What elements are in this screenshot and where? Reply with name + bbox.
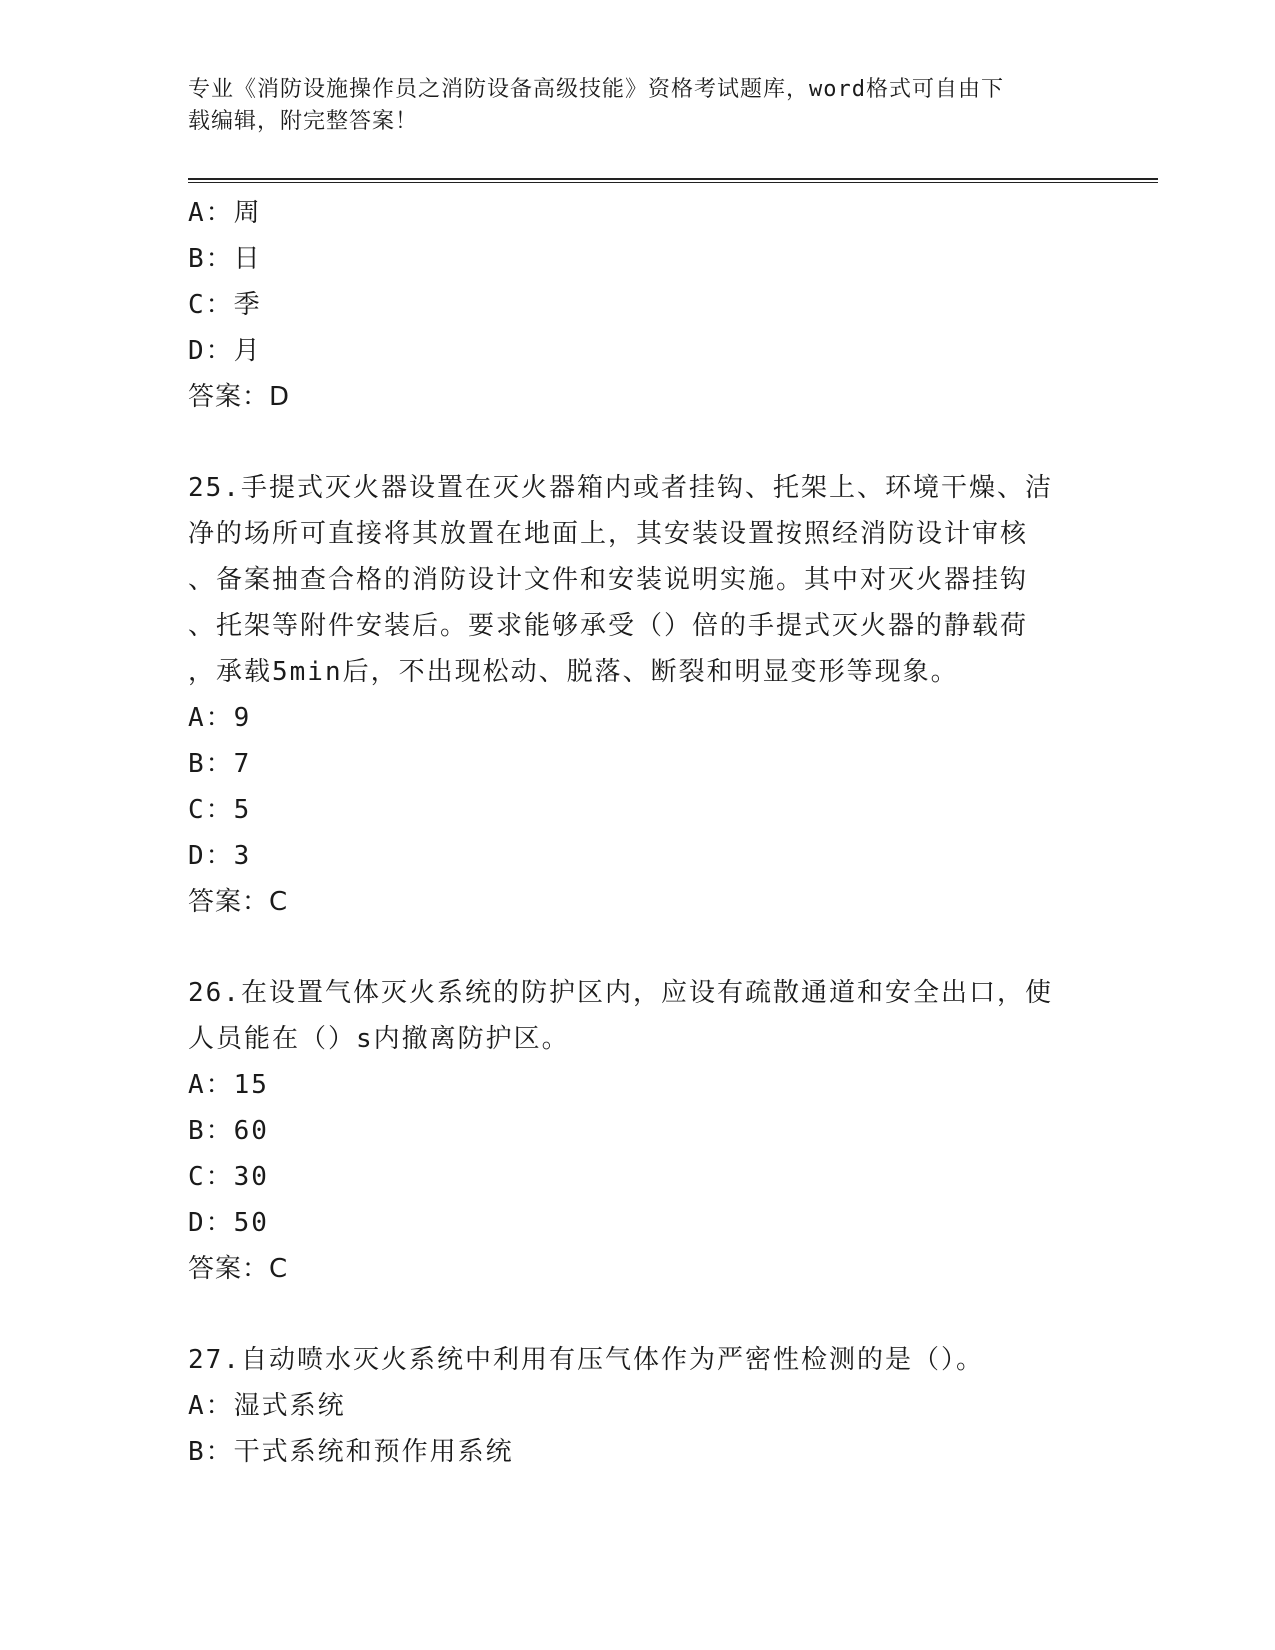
option-c: C：30	[188, 1162, 269, 1192]
spacer	[188, 925, 1088, 970]
option-a: A：周	[188, 198, 262, 228]
option-c: C：5	[188, 795, 252, 825]
answer-line: 答案：D	[188, 382, 291, 412]
option-a: A：湿式系统	[188, 1391, 346, 1421]
question-block-24	[188, 190, 1088, 420]
question-block-26	[188, 970, 1088, 1292]
question-text-line: 26.在设置气体灭火系统的防护区内，应设有疏散通道和安全出口，使	[188, 978, 1053, 1008]
question-text-line: 、备案抽查合格的消防设计文件和安装说明实施。其中对灭火器挂钩	[188, 565, 1029, 595]
spacer	[188, 1292, 1088, 1337]
question-text-line: 27.自动喷水灭火系统中利用有压气体作为严密性检测的是（）。	[188, 1345, 984, 1375]
header-divider-thick	[188, 178, 1158, 180]
header-line-1: 专业《消防设施操作员之消防设备高级技能》资格考试题库，word格式可自由下	[188, 77, 1004, 102]
question-text-line: 、托架等附件安装后。要求能够承受（）倍的手提式灭火器的静载荷	[188, 611, 1029, 641]
option-c: C：季	[188, 290, 262, 320]
question-text-line: 人员能在（）s内撤离防护区。	[188, 1024, 570, 1054]
spacer	[188, 420, 1088, 465]
option-a: A：9	[188, 703, 252, 733]
option-d: D：月	[188, 336, 262, 366]
option-a: A：15	[188, 1070, 269, 1100]
question-list	[188, 190, 1088, 1475]
answer-line: 答案：C	[188, 887, 289, 917]
page-header	[188, 74, 1078, 138]
question-text-line: 25.手提式灭火器设置在灭火器箱内或者挂钩、托架上、环境干燥、洁	[188, 473, 1053, 503]
option-b: B：干式系统和预作用系统	[188, 1437, 514, 1467]
question-block-25	[188, 465, 1088, 925]
option-b: B：7	[188, 749, 252, 779]
header-divider-thin	[188, 182, 1158, 183]
option-d: D：3	[188, 841, 252, 871]
question-text-line: 净的场所可直接将其放置在地面上，其安装设置按照经消防设计审核	[188, 519, 1029, 549]
question-block-27	[188, 1337, 1088, 1475]
header-line-2: 载编辑，附完整答案！	[188, 109, 419, 134]
answer-line: 答案：C	[188, 1254, 289, 1284]
option-b: B：日	[188, 244, 262, 274]
option-b: B：60	[188, 1116, 269, 1146]
question-text-line: ，承载5min后，不出现松动、脱落、断裂和明显变形等现象。	[188, 657, 959, 687]
option-d: D：50	[188, 1208, 269, 1238]
